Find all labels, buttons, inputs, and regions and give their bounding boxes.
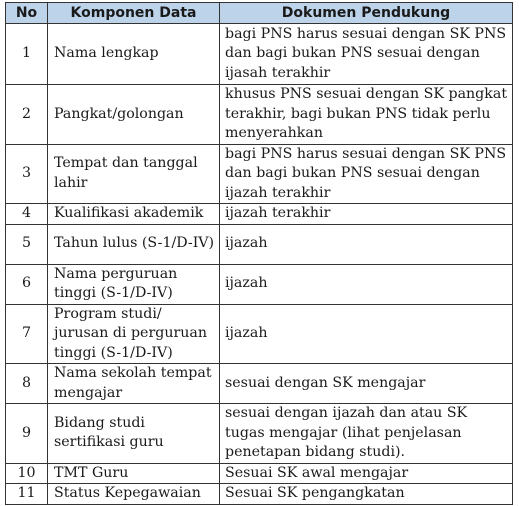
table-row xyxy=(6,364,513,404)
row-document: bagi PNS harus sesuai dengan SK PNS dan bagi bukan PNS sesuai dengan ijasah terakhir xyxy=(220,24,513,85)
row-document: ijazah xyxy=(220,264,513,304)
row-document: bagi PNS harus sesuai dengan SK PNS dan bagi bukan PNS sesuai dengan ijazah terakhir xyxy=(220,144,513,204)
row-document: khusus PNS sesuai dengan SK pangkat terakhir, bagi bukan PNS tidak perlu menyerahkan xyxy=(220,85,513,145)
row-document: sesuai dengan SK mengajar xyxy=(220,364,513,404)
row-number: 4 xyxy=(6,204,48,225)
row-document: Sesuai SK pengangkatan xyxy=(220,484,513,505)
row-component: Nama lengkap xyxy=(48,24,220,85)
supporting-documents-table xyxy=(5,2,513,505)
row-component: Nama perguruan tinggi (S-1/D-IV) xyxy=(48,264,220,304)
table-row xyxy=(6,224,513,264)
header-document: Dokumen Pendukung xyxy=(220,3,513,24)
table-row xyxy=(6,144,513,204)
row-component: Status Kepegawaian xyxy=(48,484,220,505)
row-component: TMT Guru xyxy=(48,463,220,484)
table-row xyxy=(6,304,513,364)
table-row xyxy=(6,85,513,145)
row-number: 5 xyxy=(6,224,48,264)
row-number: 11 xyxy=(6,484,48,505)
table-row xyxy=(6,24,513,85)
table-header-row xyxy=(6,3,513,24)
row-number: 9 xyxy=(6,404,48,464)
row-component: Bidang studi sertifikasi guru xyxy=(48,404,220,464)
row-document: Sesuai SK awal mengajar xyxy=(220,463,513,484)
row-component: Tahun lulus (S-1/D-IV) xyxy=(48,224,220,264)
table-row xyxy=(6,463,513,484)
row-component: Kualifikasi akademik xyxy=(48,204,220,225)
row-component: Tempat dan tanggal lahir xyxy=(48,144,220,204)
row-number: 8 xyxy=(6,364,48,404)
row-component: Program studi/ jurusan di perguruan tinggi (S-1/D-IV) xyxy=(48,304,220,364)
row-number: 7 xyxy=(6,304,48,364)
row-document: ijazah xyxy=(220,224,513,264)
table-row xyxy=(6,404,513,464)
row-document: ijazah terakhir xyxy=(220,204,513,225)
header-component: Komponen Data xyxy=(48,3,220,24)
row-number: 1 xyxy=(6,24,48,85)
table-row xyxy=(6,204,513,225)
row-number: 3 xyxy=(6,144,48,204)
document-table-container xyxy=(5,2,512,505)
row-number: 2 xyxy=(6,85,48,145)
row-component: Nama sekolah tempat mengajar xyxy=(48,364,220,404)
row-number: 6 xyxy=(6,264,48,304)
row-number: 10 xyxy=(6,463,48,484)
header-no: No xyxy=(6,3,48,24)
row-component: Pangkat/golongan xyxy=(48,85,220,145)
row-document: ijazah xyxy=(220,304,513,364)
table-row xyxy=(6,484,513,505)
row-document: sesuai dengan ijazah dan atau SK tugas mengajar (lihat penjelasan penetapan bidang studi). xyxy=(220,404,513,464)
table-row xyxy=(6,264,513,304)
